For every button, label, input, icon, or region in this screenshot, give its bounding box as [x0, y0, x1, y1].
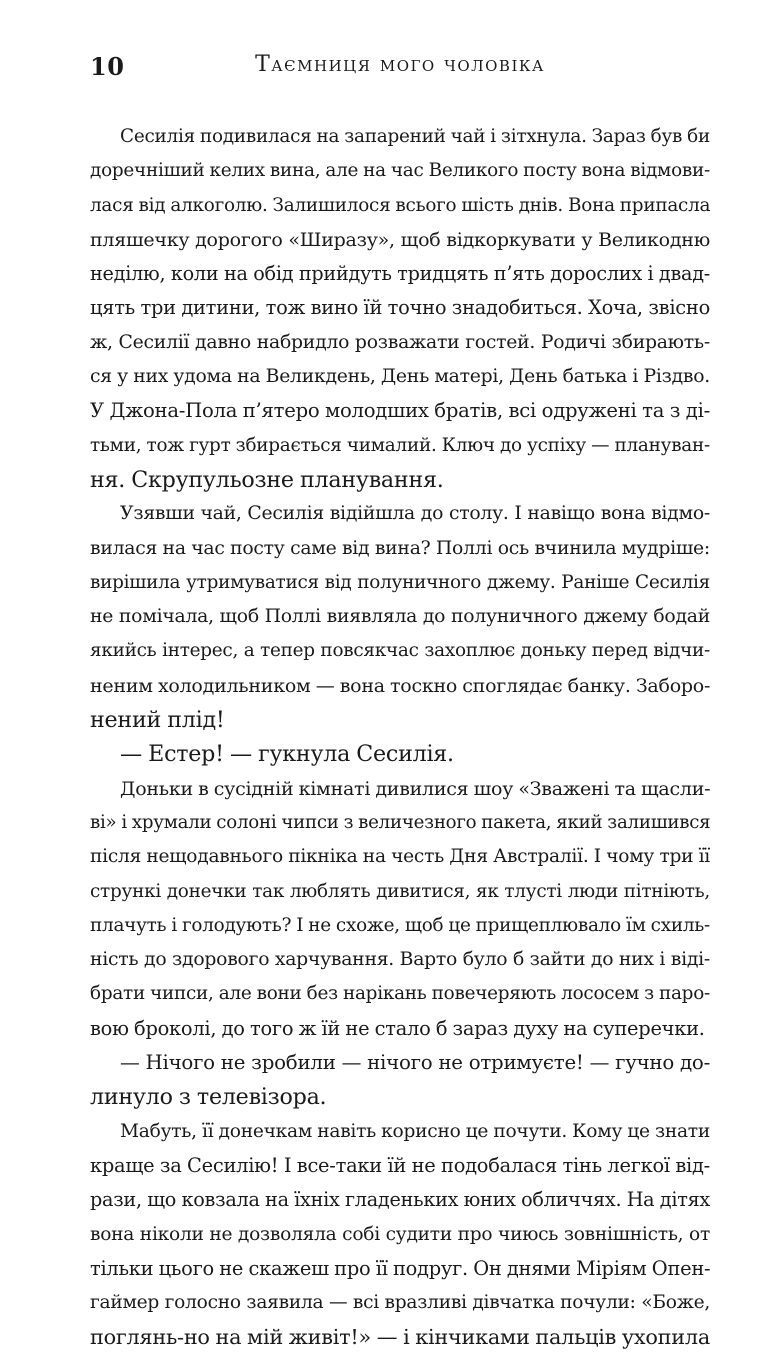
text-line: вона ніколи не дозволяла собі судити про чиюсь зовнішність, от — [90, 1223, 710, 1245]
text-line: ня. Скрупульозне планування. — [90, 466, 444, 493]
text-line: пляшечку дорогого «Ширазу», щоб відкоркувати у Великодню — [90, 228, 710, 251]
text-line: Сесилія подивилася на запарений чай і зітхнула. Зараз був би — [120, 126, 710, 147]
text-line: — Нічого не зробили — нічого не отримуєте! — гучно до- — [120, 1051, 710, 1075]
text-line: Доньки в сусідній кімнаті дивилися шоу «Зважені та щасли- — [120, 777, 711, 800]
running-title: Таємниця мого чоловіка — [255, 52, 545, 77]
body-text — [90, 120, 710, 1355]
text-line: неділю, коли на обід прийдуть тридцять п’ять дорослих і двад- — [90, 262, 710, 286]
text-line: У Джона-Пола п’ятеро молодших братів, всі одружені та з ді- — [90, 399, 710, 423]
text-line: краще за Сесилію! І все-таки їй не подобалася тінь легкої від- — [90, 1153, 710, 1177]
text-line: — Естер! — гукнула Сесилія. — [120, 741, 454, 768]
page-number: 10 — [90, 52, 125, 81]
text-line: лася від алкоголю. Залишилося всього шість днів. Вона припасла — [90, 194, 711, 216]
text-line: ність до здорового харчування. Варто було б зайти до них і віді- — [90, 949, 710, 971]
text-line: цять три дитини, тож вино їй точно знадобиться. Хоча, звісно — [90, 296, 710, 320]
page-header — [90, 52, 710, 92]
text-line: брати чипси, але вони без нарікань повечеряють лососем з паро- — [90, 983, 710, 1005]
text-line: Узявши чай, Сесилія відійшла до столу. І навіщо вона відмо- — [120, 503, 710, 525]
text-line: не помічала, щоб Поллі виявляла до полуничного джему бодай — [90, 606, 710, 628]
text-line: вилася на час посту саме від вина? Поллі ось вчинила мудріше: — [90, 537, 710, 559]
text-line: гаймер голосно заявила — всі вразливі дівчатка почули: «Боже, — [90, 1292, 710, 1314]
text-line: доречніший келих вина, але на час Великого посту вона відмови- — [90, 160, 710, 182]
text-line: ві» і хрумали солоні чипси з величезного пакета, який залишився — [90, 811, 711, 833]
text-line: тільки цього не скажеш про її подруг. Он днями Міріям Опен- — [90, 1256, 711, 1280]
text-line: рази, що ковзала на їхніх гладеньких юних обличчях. На дітях — [90, 1188, 710, 1212]
text-line: поглянь-но на мій живіт!» — і кінчиками пальців ухопила — [90, 1325, 710, 1350]
text-line: вою броколі, до того ж їй не стало б зараз духу на суперечки. — [90, 1016, 705, 1040]
text-line: нений плід! — [90, 707, 225, 734]
text-line: Мабуть, її донечкам навіть корисно це почути. Кому це знати — [120, 1120, 710, 1142]
text-line: неним холодильником — вона тоскно споглядає банку. Заборо- — [90, 674, 711, 697]
text-line: плачуть і голодують? І не схоже, щоб це прищеплювало їм схиль- — [90, 914, 710, 936]
text-line: ся у них удома на Великдень, День матері, День батька і Різдво. — [90, 366, 710, 388]
text-line: якийсь інтерес, а тепер повсякчас захоплює доньку перед відчи- — [90, 640, 710, 662]
text-line: після нещодавнього пікніка на честь Дня Австралії. І чому три її — [90, 846, 710, 868]
text-line: тьми, тож гурт збирається чималий. Ключ до успіху — плануван- — [90, 434, 710, 456]
text-line: стрункі донечки так люблять дивитися, як тлусті люди пітніють, — [90, 880, 710, 902]
text-line: вирішила утримуватися від полуничного джему. Раніше Сесилія — [90, 571, 710, 593]
text-line: ж, Сесилії давно набридло розважати гостей. Родичі збирають- — [90, 331, 710, 353]
text-line: линуло з телевізора. — [90, 1084, 327, 1111]
